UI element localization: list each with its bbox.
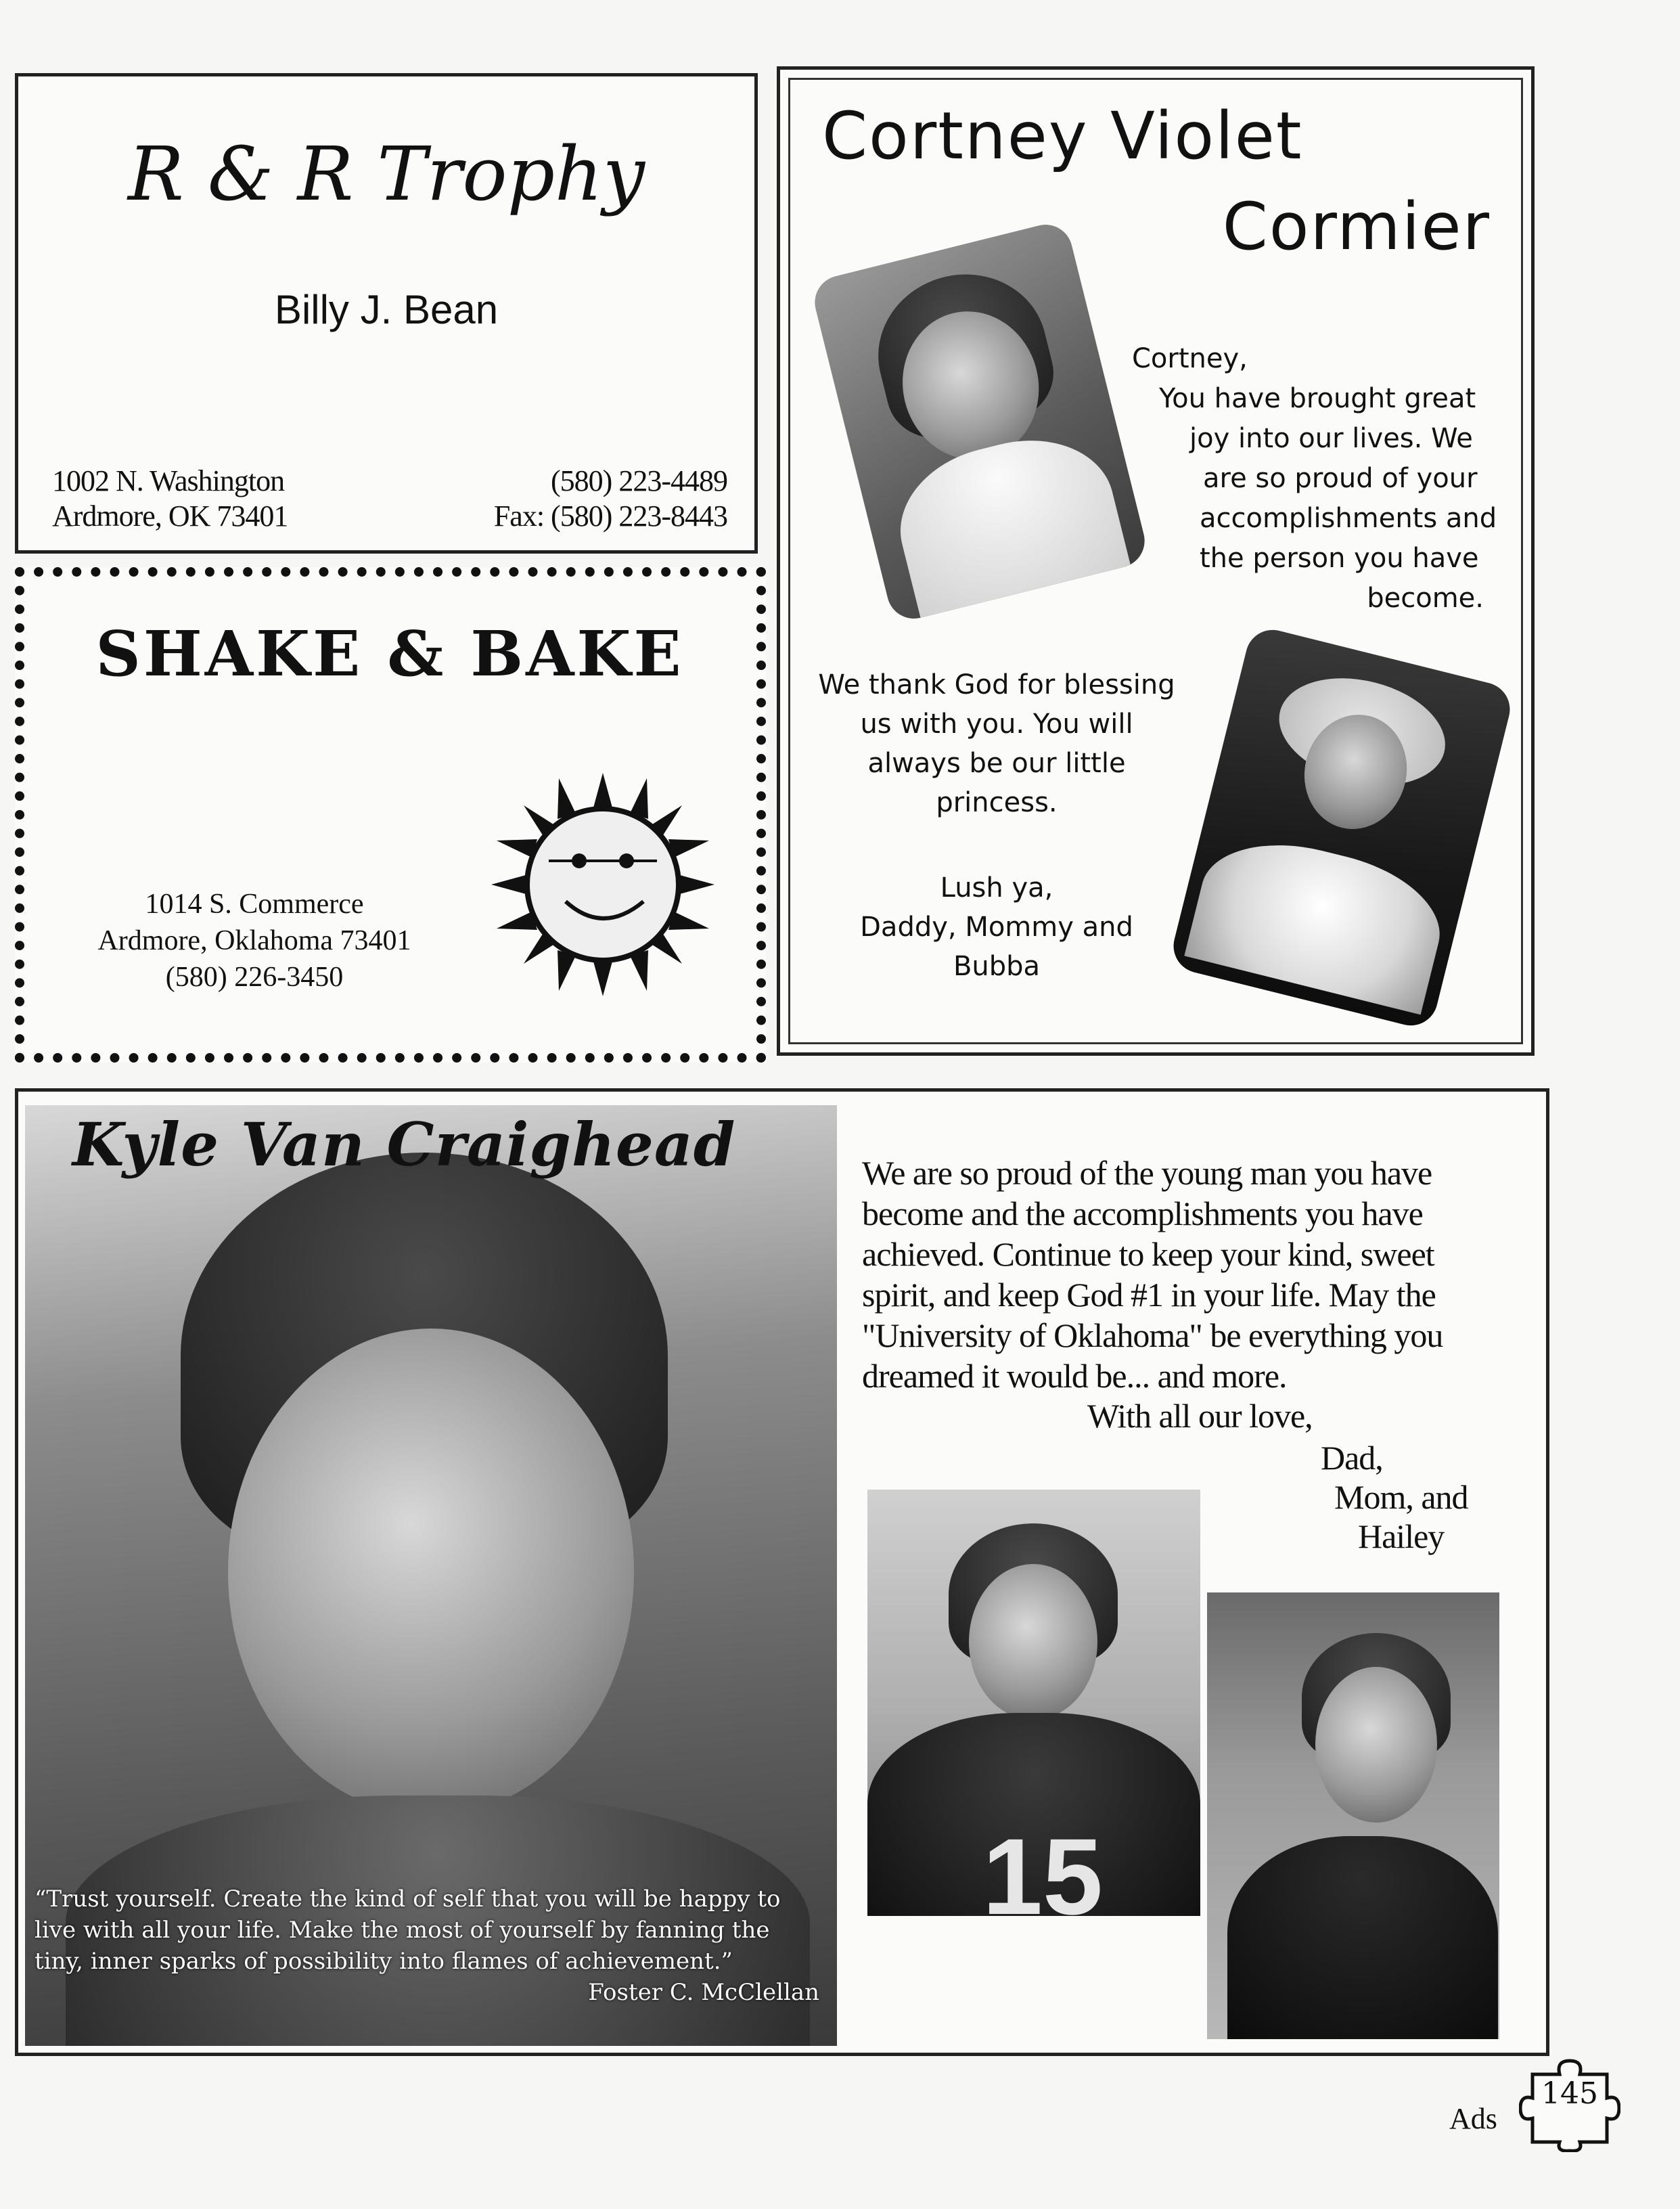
kyle-quote-line-0: “Trust yourself. Create the kind of self that you will be happy to xyxy=(35,1886,781,1913)
cortney-signoff xyxy=(807,868,1186,986)
cortney-message-1-line-0: Cortney, xyxy=(1132,343,1248,374)
kyle-portrait-face xyxy=(228,1329,634,1816)
cortney-message-1-line-5: the person you have xyxy=(1200,543,1479,574)
kyle-tennis-photo xyxy=(1207,1592,1499,2039)
cortney-message-1-line-1: You have brought great xyxy=(1159,383,1476,414)
kyle-message-line-0: We are so proud of the young man you have xyxy=(862,1154,1432,1192)
rr-trophy-owner: Billy J. Bean xyxy=(274,287,499,332)
rr-trophy-fax: Fax: (580) 223-8443 xyxy=(493,499,727,533)
cortney-signoff-line-2: Bubba xyxy=(953,951,1041,982)
kyle-football-photo xyxy=(867,1490,1200,1916)
kyle-signature-hailey: Hailey xyxy=(1358,1517,1445,1555)
kyle-message-line-4: "University of Oklahoma" be everything you xyxy=(862,1316,1443,1354)
section-label: Ads xyxy=(1449,2102,1497,2135)
kyle-quote-line-1: live with all your life. Make the most of yourself by fanning the xyxy=(35,1917,770,1944)
kyle-title: Kyle Van Craighead xyxy=(72,1109,736,1180)
shake-bake-title: SHAKE & BAKE xyxy=(95,617,684,690)
cortney-message-1-line-3: are so proud of your xyxy=(1203,463,1478,494)
cortney-message-2-line-3: princess. xyxy=(936,787,1058,818)
kyle-signature-dad: Dad, xyxy=(1321,1439,1383,1477)
kyle-message-line-1: become and the accomplishments you have xyxy=(862,1195,1423,1232)
cortney-message-1-line-2: joy into our lives. We xyxy=(1189,423,1473,454)
kyle-ad xyxy=(15,1088,1549,2056)
kyle-jersey-number: 15 xyxy=(982,1816,1103,1916)
cortney-message-2-line-0: We thank God for blessing xyxy=(818,669,1175,700)
kyle-quote-line-2: tiny, inner sparks of possibility into flames of achievement.” xyxy=(35,1948,733,1975)
cortney-message-1-line-6: become. xyxy=(1367,583,1484,614)
kyle-football-jersey xyxy=(867,1713,1200,1916)
kyle-message-line-2: achieved. Continue to keep your kind, sweet xyxy=(862,1235,1434,1273)
kyle-tennis-face xyxy=(1315,1667,1437,1823)
cortney-message-1 xyxy=(1132,339,1518,619)
kyle-closing: With all our love, xyxy=(1087,1397,1313,1435)
rr-trophy-address-line1: 1002 N. Washington xyxy=(52,464,285,497)
cortney-message-2-line-1: us with you. You will xyxy=(860,709,1133,740)
rr-trophy-title: R & R Trophy xyxy=(127,131,645,217)
page-number: 145 xyxy=(1541,2076,1598,2111)
smiling-sun-icon xyxy=(491,773,714,996)
shake-bake-address-line2: Ardmore, Oklahoma 73401 xyxy=(97,925,411,956)
shake-bake-ad xyxy=(15,567,766,1063)
cortney-message-2 xyxy=(807,665,1186,822)
kyle-tennis-shirt xyxy=(1227,1836,1498,2039)
kyle-football-face xyxy=(969,1564,1097,1720)
kyle-signature-mom: Mom, and xyxy=(1334,1478,1468,1516)
kyle-message-line-5: dreamed it would be... and more. xyxy=(862,1357,1287,1395)
cortney-title-line1: Cortney Violet xyxy=(822,98,1303,174)
cortney-message-2-line-2: always be our little xyxy=(867,748,1126,779)
cortney-ad xyxy=(777,66,1535,1056)
kyle-quote xyxy=(35,1883,819,2008)
kyle-message-line-3: spirit, and keep God #1 in your life. May the xyxy=(862,1276,1436,1314)
kyle-quote-author: Foster C. McClellan xyxy=(588,1979,819,2006)
kyle-message xyxy=(862,1153,1539,1396)
rr-trophy-ad xyxy=(15,73,758,554)
shake-bake-address-line1: 1014 S. Commerce xyxy=(145,889,364,920)
shake-bake-phone: (580) 226-3450 xyxy=(165,962,344,993)
cortney-title-line2: Cormier xyxy=(1222,189,1491,265)
cortney-signoff-line-1: Daddy, Mommy and xyxy=(860,912,1133,943)
page-number-badge xyxy=(1519,2057,1620,2152)
rr-trophy-phone: (580) 223-4489 xyxy=(551,464,727,497)
rr-trophy-address-line2: Ardmore, OK 73401 xyxy=(52,499,288,533)
cortney-message-1-line-4: accomplishments and xyxy=(1200,503,1497,534)
cortney-signoff-line-0: Lush ya, xyxy=(940,872,1053,903)
